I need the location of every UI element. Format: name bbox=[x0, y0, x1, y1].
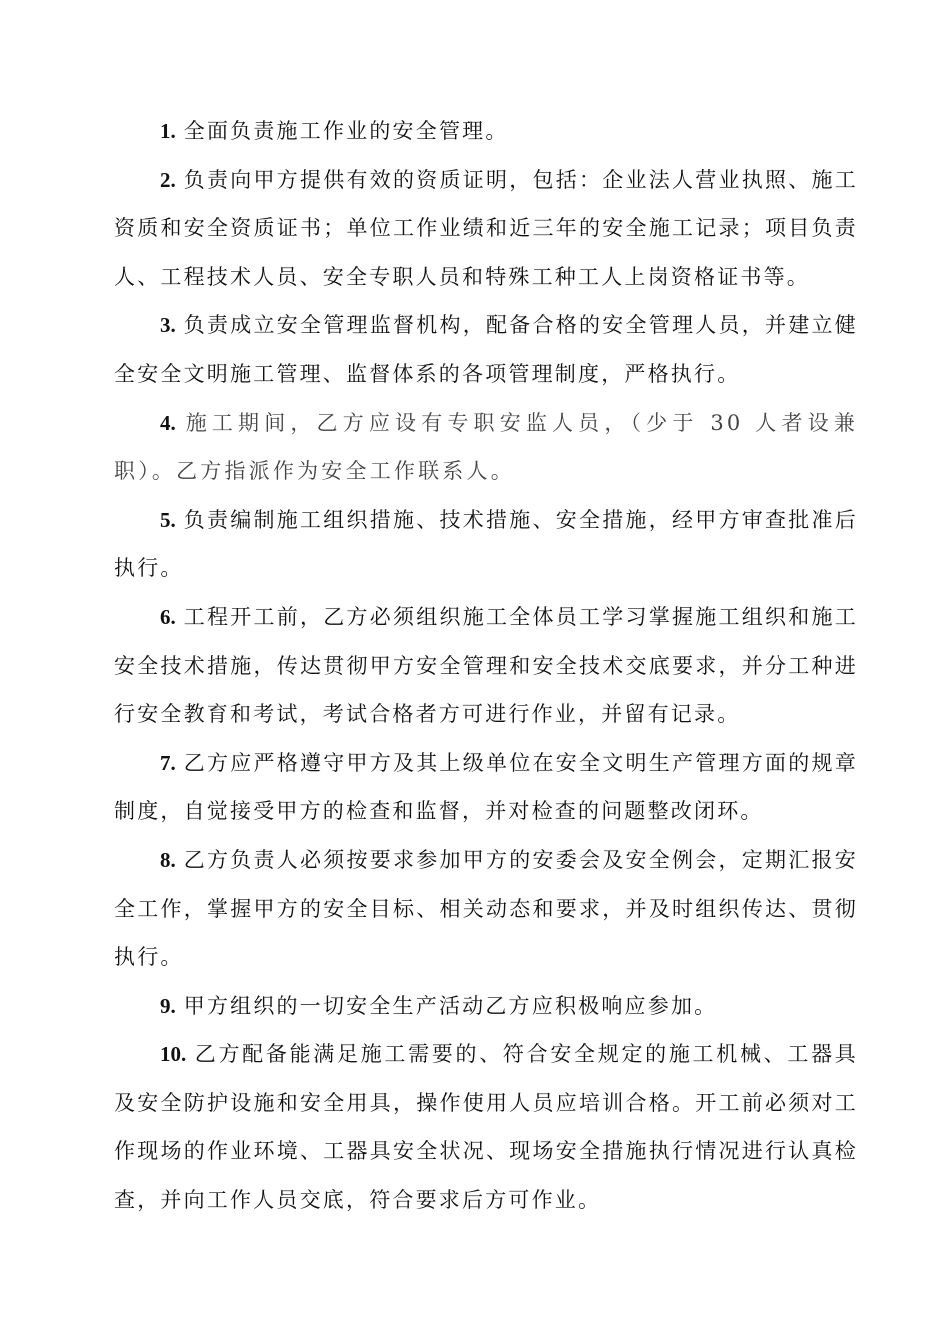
paragraph-number: 8. bbox=[160, 847, 176, 872]
paragraph-number: 3. bbox=[160, 313, 176, 338]
paragraph-7 bbox=[114, 739, 858, 836]
paragraph-number: 1. bbox=[160, 119, 176, 143]
paragraph-4 bbox=[114, 399, 858, 496]
paragraph-text: 负责成立安全管理监督机构，配备合格的安全管理人员，并建立健全安全文明施工管理、监督体系的各项管理制度，严格执行。 bbox=[114, 313, 858, 386]
paragraph-3 bbox=[114, 301, 858, 398]
paragraph-2 bbox=[114, 156, 858, 302]
paragraph-number: 10. bbox=[160, 1042, 187, 1067]
paragraph-number: 7. bbox=[160, 750, 176, 775]
paragraph-text: 工程开工前，乙方必须组织施工全体员工学习掌握施工组织和施工安全技术措施，传达贯彻甲方安全管理和安全技术交底要求，并分工种进行安全教育和考试，考试合格者方可进行作业，并留有记录。 bbox=[114, 604, 858, 727]
paragraph-9 bbox=[114, 982, 858, 1031]
paragraph-text: 甲方组织的一切安全生产活动乙方应积极响应参加。 bbox=[183, 993, 718, 1018]
paragraph-10 bbox=[114, 1030, 858, 1224]
paragraph-number: 6. bbox=[160, 604, 176, 629]
paragraph-text: 负责向甲方提供有效的资质证明，包括：企业法人营业执照、施工资质和安全资质证书；单位工作业绩和近三年的安全施工记录；项目负责人、工程技术人员、安全专职人员和特殊工种工人上岗资格证书等。 bbox=[114, 167, 858, 289]
paragraph-8 bbox=[114, 836, 858, 982]
paragraph-5 bbox=[114, 496, 858, 593]
paragraph-1 bbox=[114, 107, 858, 156]
paragraph-number: 9. bbox=[160, 993, 176, 1018]
paragraph-text: 乙方应严格遵守甲方及其上级单位在安全文明生产管理方面的规章制度，自觉接受甲方的检查和监督，并对检查的问题整改闭环。 bbox=[114, 750, 858, 824]
paragraph-text: 全面负责施工作业的安全管理。 bbox=[183, 119, 509, 143]
paragraph-number: 2. bbox=[160, 167, 176, 192]
paragraph-6 bbox=[114, 593, 858, 739]
paragraph-number: 4. bbox=[160, 410, 176, 435]
paragraph-number: 5. bbox=[160, 507, 176, 532]
paragraph-text: 乙方负责人必须按要求参加甲方的安委会及安全例会，定期汇报安全工作，掌握甲方的安全目标、相关动态和要求，并及时组织传达、贯彻执行。 bbox=[114, 847, 858, 970]
paragraph-text: 负责编制施工组织措施、技术措施、安全措施，经甲方审查批准后执行。 bbox=[114, 507, 858, 581]
paragraph-text: 乙方配备能满足施工需要的、符合安全规定的施工机械、工器具及安全防护设施和安全用具，操作使用人员应培训合格。开工前必须对工作现场的作业环境、工器具安全状况、现场安全措施执行情况进行认真检查，并向工作人员交底，符合要求后方可作业。 bbox=[114, 1042, 858, 1213]
paragraph-text: 施工期间，乙方应设有专职安监人员，（少于 30 人者设兼职）。乙方指派作为安全工作联系人。 bbox=[114, 410, 858, 484]
document-body bbox=[114, 107, 858, 1225]
